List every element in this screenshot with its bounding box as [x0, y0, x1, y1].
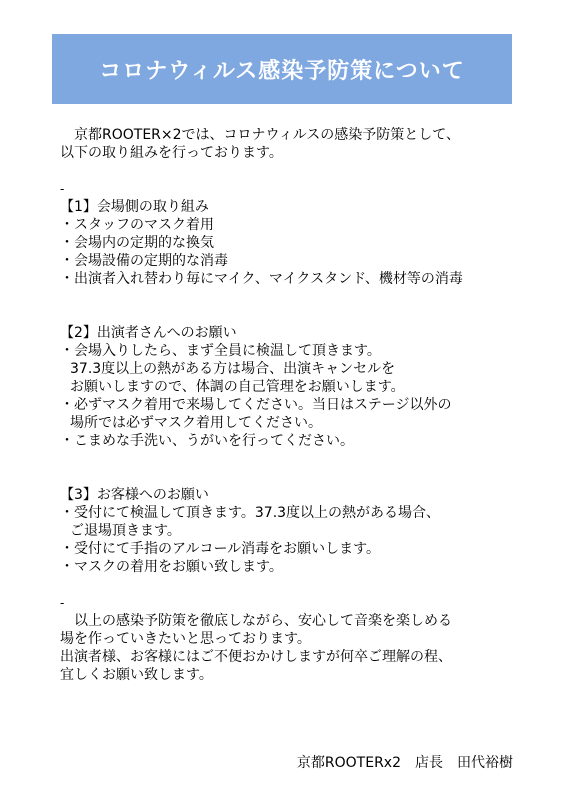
closing-line-2: 場を作っていきたいと思っております。	[60, 631, 311, 647]
closing-line-4: 宜しくお願い致します。	[60, 667, 213, 683]
section2-heading: 【2】出演者さんへのお願い	[60, 325, 237, 341]
title-banner	[52, 34, 512, 104]
notice-body	[60, 126, 530, 684]
spacer	[60, 288, 530, 324]
spacer	[60, 576, 530, 594]
closing-line-3: 出演者様、お客様にはご不便おかけしますが何卒ご理解の程、	[60, 649, 452, 665]
spacer	[60, 450, 530, 486]
section1-item-2: ・会場内の定期的な換気	[60, 235, 214, 251]
section2-line-4: ・必ずマスク着用で来場してください。当日はステージ以外の	[60, 397, 452, 413]
section3-line-2: ご退場頂きます。	[70, 523, 181, 539]
section2-line-5: 場所では必ずマスク着用してください。	[70, 415, 322, 431]
section2-line-3: お願いしますので、体調の自己管理をお願いします。	[70, 379, 405, 395]
section2-line-1: ・会場入りしたら、まず全員に検温して頂きます。	[60, 343, 381, 359]
section1-item-4: ・出演者入れ替わり毎にマイク、マイクスタンド、機材等の消毒	[60, 271, 463, 287]
separator-2: -	[60, 596, 65, 610]
section1-item-3: ・会場設備の定期的な消毒	[60, 253, 228, 269]
signature: 京都ROOTERx2 店長 田代裕樹	[296, 755, 513, 771]
section3-line-4: ・マスクの着用をお願い致します。	[60, 559, 283, 575]
section1-item-1: ・スタッフのマスク着用	[60, 217, 214, 233]
section2-line-2: 37.3度以上の熱がある方は場合、出演キャンセルを	[70, 361, 396, 377]
section3-line-3: ・受付にて手指のアルコール消毒をお願いします。	[60, 541, 381, 557]
section3-heading: 【3】お客様へのお願い	[60, 487, 209, 503]
page-title: コロナウィルス感染予防策について	[99, 58, 465, 84]
spacer	[60, 162, 530, 180]
separator-1: -	[60, 182, 65, 196]
section3-line-1: ・受付にて検温して頂きます。37.3度以上の熱がある場合、	[60, 505, 441, 521]
closing-line-1: 以上の感染予防策を徹底しながら、安心して音楽を楽しめる	[74, 613, 452, 629]
intro-line-2: 以下の取り組みを行っております。	[60, 145, 283, 161]
intro-line-1: 京都ROOTER×2では、コロナウィルスの感染予防策として、	[74, 127, 460, 143]
section1-heading: 【1】会場側の取り組み	[60, 199, 209, 215]
section2-line-6: ・こまめな手洗い、うがいを行ってください。	[60, 433, 354, 449]
